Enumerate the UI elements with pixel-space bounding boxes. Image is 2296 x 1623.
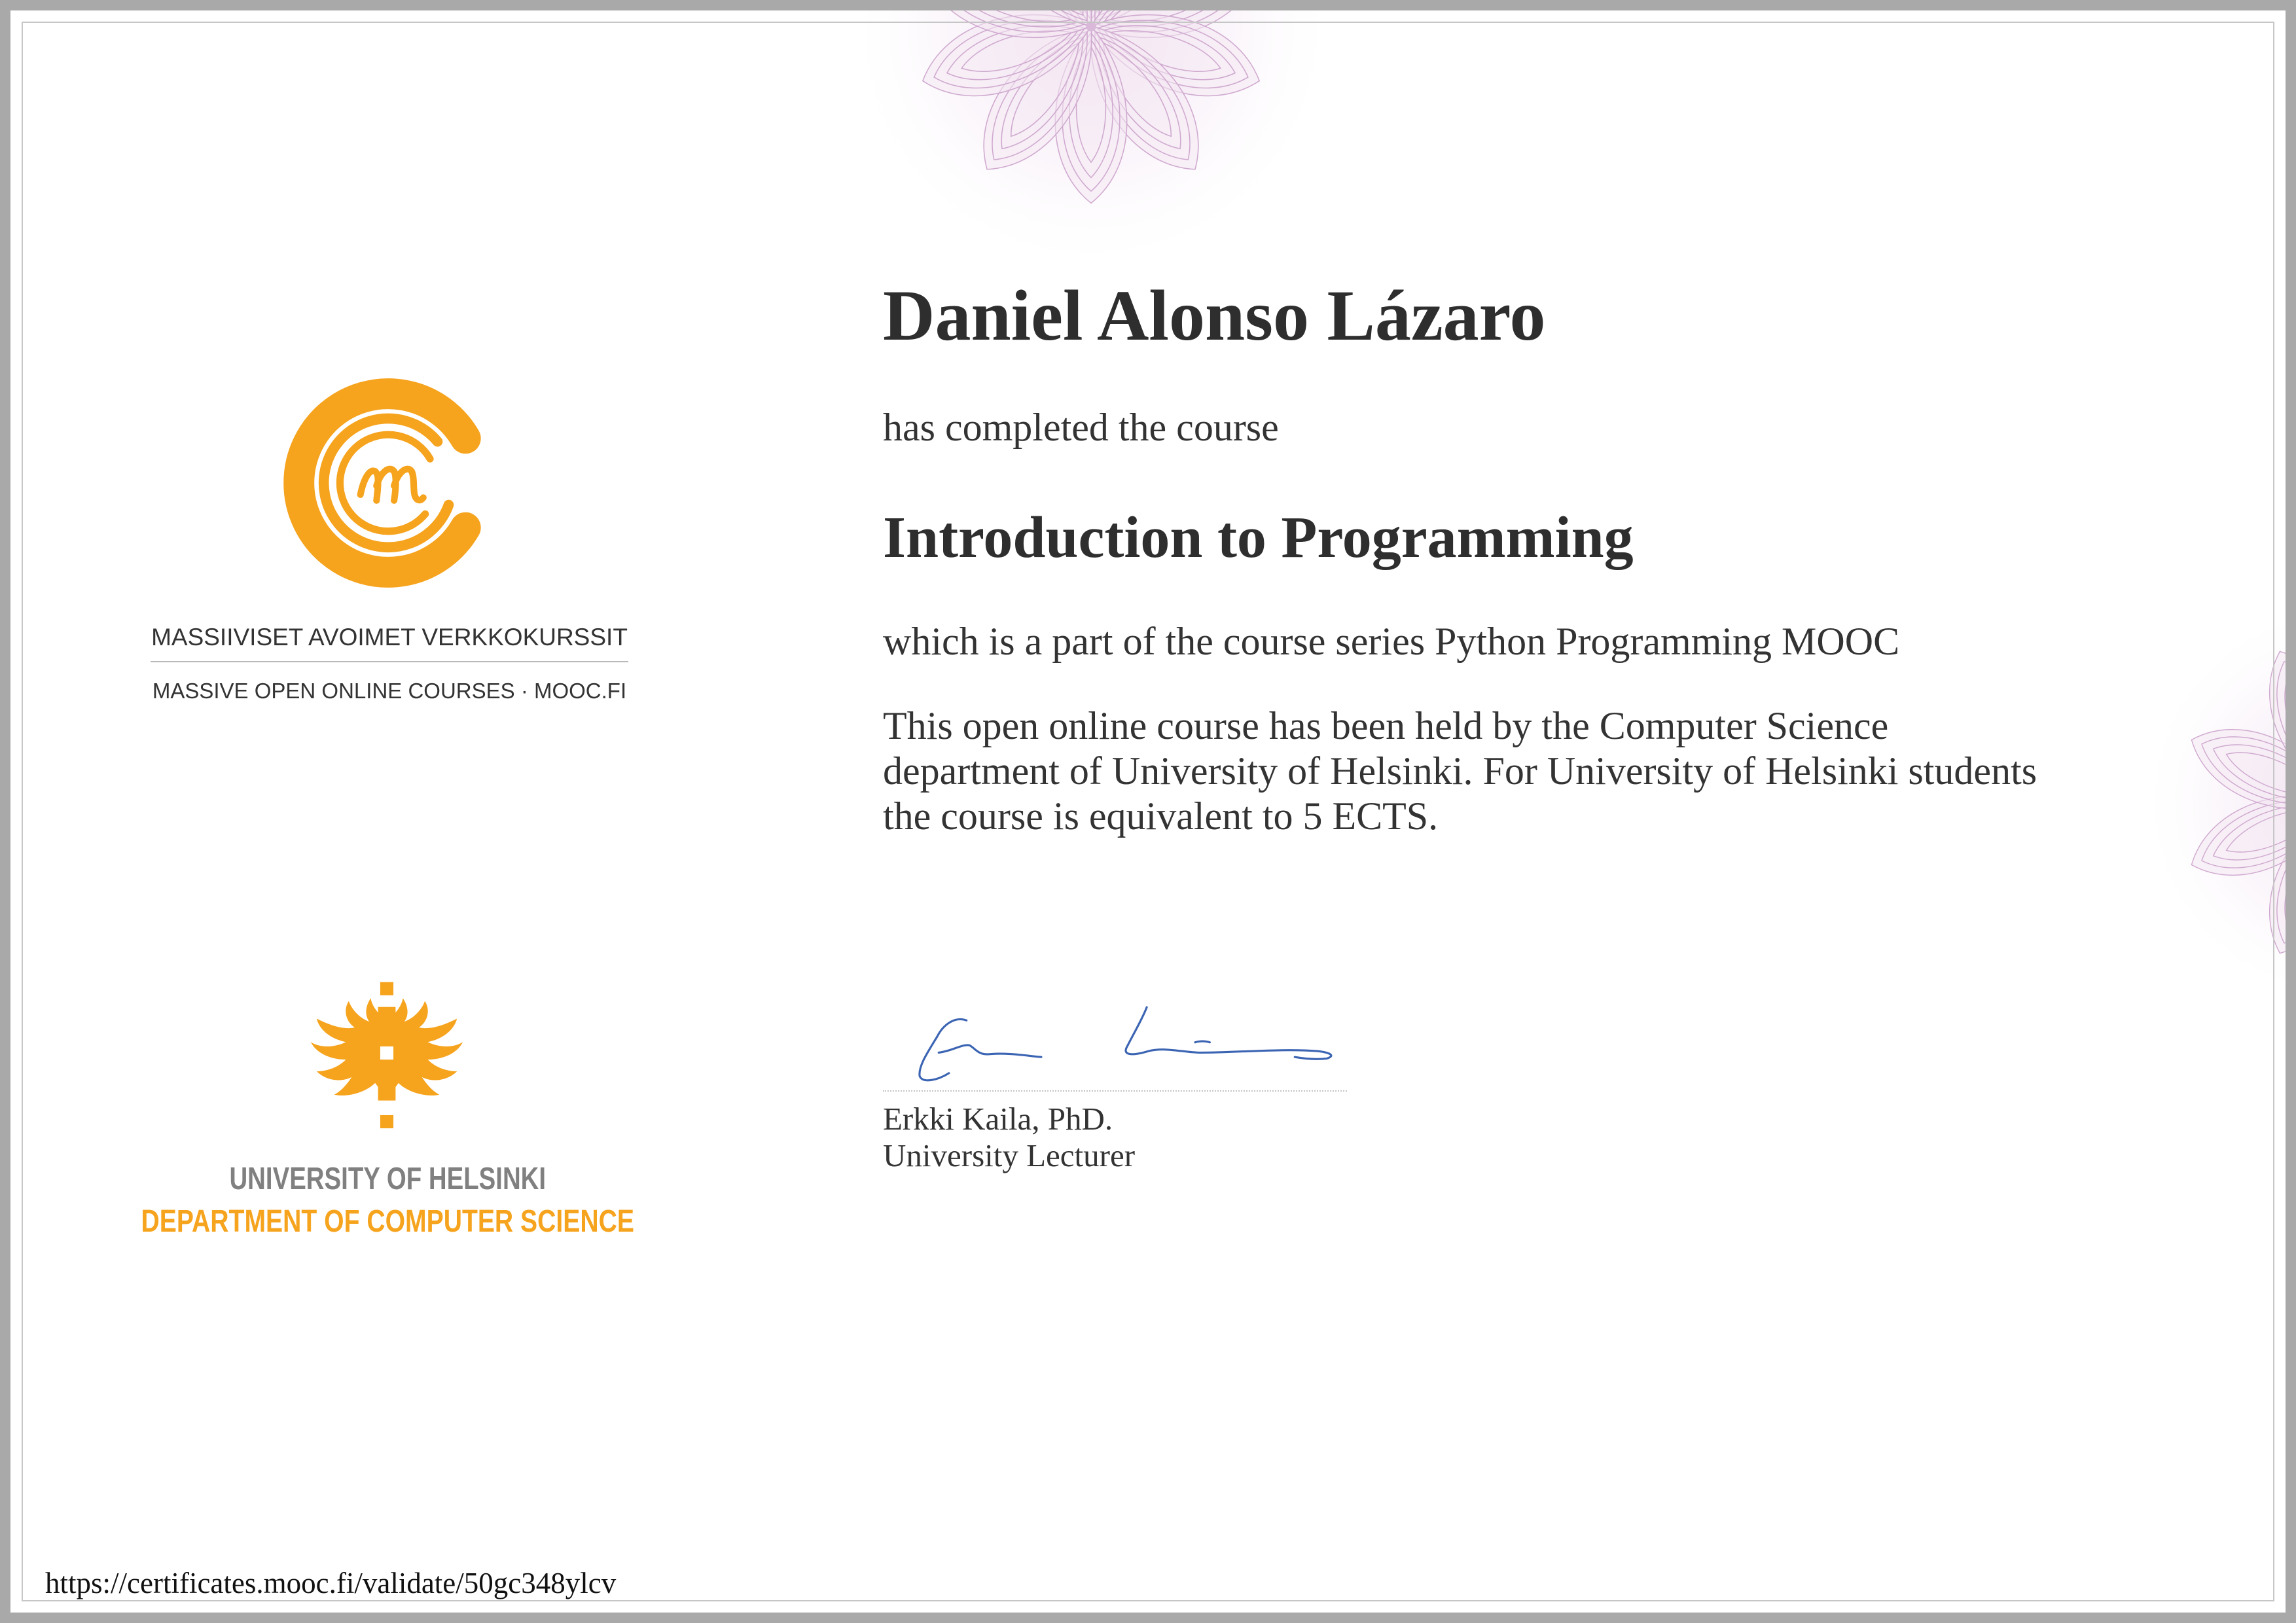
university-flame-logo-icon bbox=[300, 978, 473, 1134]
flame-logo-bottom-square bbox=[380, 1115, 393, 1128]
signature-stroke bbox=[939, 1045, 1041, 1057]
course-title: Introduction to Programming bbox=[883, 505, 1634, 570]
signature-stroke bbox=[1195, 1041, 1210, 1043]
department-name-label bbox=[60, 1206, 715, 1238]
university-name-label bbox=[60, 1164, 715, 1195]
signature-stroke bbox=[920, 1019, 967, 1080]
completion-statement: has completed the course bbox=[883, 406, 1279, 449]
recipient-name: Daniel Alonso Lázaro bbox=[883, 276, 1546, 355]
mooc-logo-tagline-english: MASSIVE OPEN ONLINE COURSES · MOOC.FI bbox=[152, 679, 627, 703]
signature-line bbox=[883, 1090, 1347, 1092]
mooc-logo-tagline-finnish: MASSIIVISET AVOIMET VERKKOKURSSIT bbox=[151, 624, 628, 651]
flame-logo-right-flame bbox=[389, 998, 463, 1096]
mooc-logo-icon bbox=[276, 378, 505, 588]
signatory-title: University Lecturer bbox=[883, 1137, 1136, 1173]
validation-url: https://certificates.mooc.fi/validate/50gc348ylcv bbox=[45, 1567, 617, 1599]
flame-logo-center-square bbox=[380, 1046, 393, 1060]
description-line: This open online course has been held by the Computer Science bbox=[883, 704, 1889, 747]
university-name-text: UNIVERSITY OF HELSINKI bbox=[229, 1162, 546, 1196]
description-line: the course is equivalent to 5 ECTS. bbox=[883, 794, 1439, 838]
signatory-name: Erkki Kaila, PhD. bbox=[883, 1101, 1113, 1137]
signature-stroke bbox=[1126, 1007, 1331, 1059]
mooc-logo-m-letter bbox=[361, 469, 423, 501]
course-description bbox=[883, 704, 2037, 839]
signatory-block bbox=[883, 1101, 1135, 1174]
mooc-logo-divider bbox=[151, 661, 628, 662]
series-statement: which is a part of the course series Python Programming MOOC bbox=[883, 620, 1900, 663]
description-line: department of University of Helsinki. For University of Helsinki students bbox=[883, 749, 2037, 793]
flame-logo-top-square bbox=[380, 982, 393, 995]
handwritten-signature-icon bbox=[901, 995, 1355, 1098]
department-name-text: DEPARTMENT OF COMPUTER SCIENCE bbox=[141, 1204, 634, 1239]
flame-logo-left-flame bbox=[311, 998, 384, 1096]
